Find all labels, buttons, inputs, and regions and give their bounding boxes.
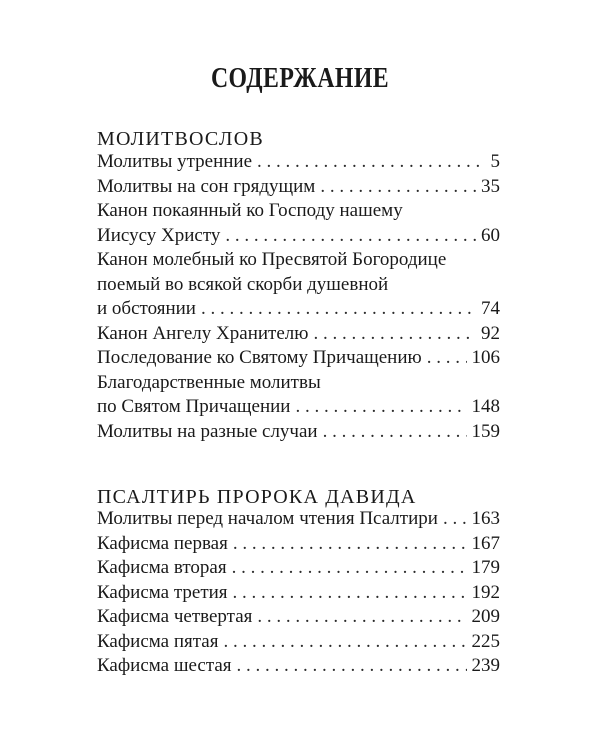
page-number: 209 [471, 606, 500, 627]
toc-entry-leader-row [97, 581, 500, 606]
toc-entry-leader-row [97, 150, 500, 175]
toc-entry-leader-row [97, 556, 500, 581]
toc-entry-title: Молитвы перед началом чтения Псалтири [97, 508, 438, 529]
toc-entry[interactable] [97, 654, 500, 679]
toc-entry-leader-row [97, 420, 500, 445]
page-number: 148 [471, 396, 500, 417]
toc-entry[interactable] [97, 532, 500, 557]
section-heading: ПСАЛТИРЬ ПРОРОКА ДАВИДА [97, 486, 417, 508]
toc-entry-leader-row [97, 224, 500, 249]
toc-entry[interactable] [97, 605, 500, 630]
toc-entry[interactable] [97, 507, 500, 532]
page-number: 106 [471, 347, 500, 368]
toc-entry-leader-row [97, 395, 500, 420]
toc-entry-leader-row [97, 605, 500, 630]
page-number: 167 [471, 532, 500, 554]
page-number: 163 [471, 508, 500, 529]
page-number: 5 [490, 151, 500, 172]
toc-entry[interactable] [97, 175, 500, 200]
dot-leader [313, 322, 476, 347]
toc-entry-title: Кафисма пятая [97, 630, 219, 652]
dot-leader [233, 581, 467, 606]
page-number: 92 [481, 322, 500, 344]
dot-leader [225, 224, 476, 249]
toc-entry[interactable] [97, 630, 500, 655]
toc-entry[interactable] [97, 322, 500, 347]
toc-entry-title: Молитвы на разные случаи [97, 420, 318, 442]
page-number: 179 [471, 557, 500, 578]
toc-entry-leader-row [97, 175, 500, 200]
toc-entry-leader-row [97, 322, 500, 347]
dot-leader [320, 175, 476, 200]
toc-entry[interactable] [97, 420, 500, 445]
page-title: СОДЕРЖАНИЕ [210, 62, 390, 94]
toc-entry-title: и обстоянии [97, 298, 196, 319]
section-heading: МОЛИТВОСЛОВ [97, 128, 264, 150]
dot-leader [232, 556, 467, 581]
toc-entry-title: Кафисма третия [97, 581, 228, 603]
page-number: 159 [471, 420, 500, 442]
toc-entry[interactable] [97, 199, 500, 248]
toc-entries [97, 507, 500, 679]
toc-entry-title: Кафисма четвертая [97, 606, 253, 627]
page-number: 74 [481, 298, 500, 319]
toc-entry[interactable] [97, 150, 500, 175]
toc-entry-leader-row [97, 346, 500, 371]
dot-leader [233, 532, 467, 557]
toc-entries [97, 150, 500, 444]
dot-leader [323, 420, 467, 445]
toc-entry-leader-row [97, 654, 500, 679]
dot-leader [295, 395, 466, 420]
toc-entry[interactable] [97, 556, 500, 581]
dot-leader [427, 346, 467, 371]
toc-entry[interactable] [97, 581, 500, 606]
page-number: 192 [471, 581, 500, 603]
toc-entry-title-line: Канон молебный ко Пресвятой Богородице [97, 249, 447, 270]
toc-entry-leader-row [97, 532, 500, 557]
toc-entry-title: Последование ко Святому Причащению [97, 347, 422, 368]
toc-entry-title-line: поемый во всякой скорби душевной [97, 273, 389, 295]
dot-leader [257, 605, 466, 630]
page-number: 225 [471, 630, 500, 652]
toc-entry-title: Канон Ангелу Хранителю [97, 322, 309, 344]
toc-entry[interactable] [97, 371, 500, 420]
toc-entry-title-line: Благодарственные молитвы [97, 371, 321, 393]
toc-entry-title-line: Канон покаянный ко Господу нашему [97, 200, 403, 221]
toc-entry[interactable] [97, 346, 500, 371]
dot-leader [223, 630, 466, 655]
toc-entry-leader-row [97, 507, 500, 532]
toc-entry-title: Молитвы утренние [97, 151, 253, 172]
dot-leader [201, 297, 476, 322]
toc-entry-leader-row [97, 630, 500, 655]
toc-entry[interactable] [97, 248, 500, 322]
toc-entry-title: по Святом Причащении [97, 396, 291, 417]
toc-entry-title: Иисусу Христу [97, 224, 221, 246]
page-number: 35 [481, 175, 500, 197]
toc-entry-title: Кафисма первая [97, 532, 228, 554]
page-number: 60 [481, 224, 500, 246]
toc-entry-title: Кафисма шестая [97, 655, 232, 676]
dot-leader [257, 150, 485, 175]
toc-entry-title: Кафисма вторая [97, 557, 227, 578]
page-number: 239 [471, 655, 500, 676]
dot-leader [237, 654, 467, 679]
toc-entry-title: Молитвы на сон грядущим [97, 175, 316, 197]
toc-entry-leader-row [97, 297, 500, 322]
dot-leader [443, 507, 467, 532]
